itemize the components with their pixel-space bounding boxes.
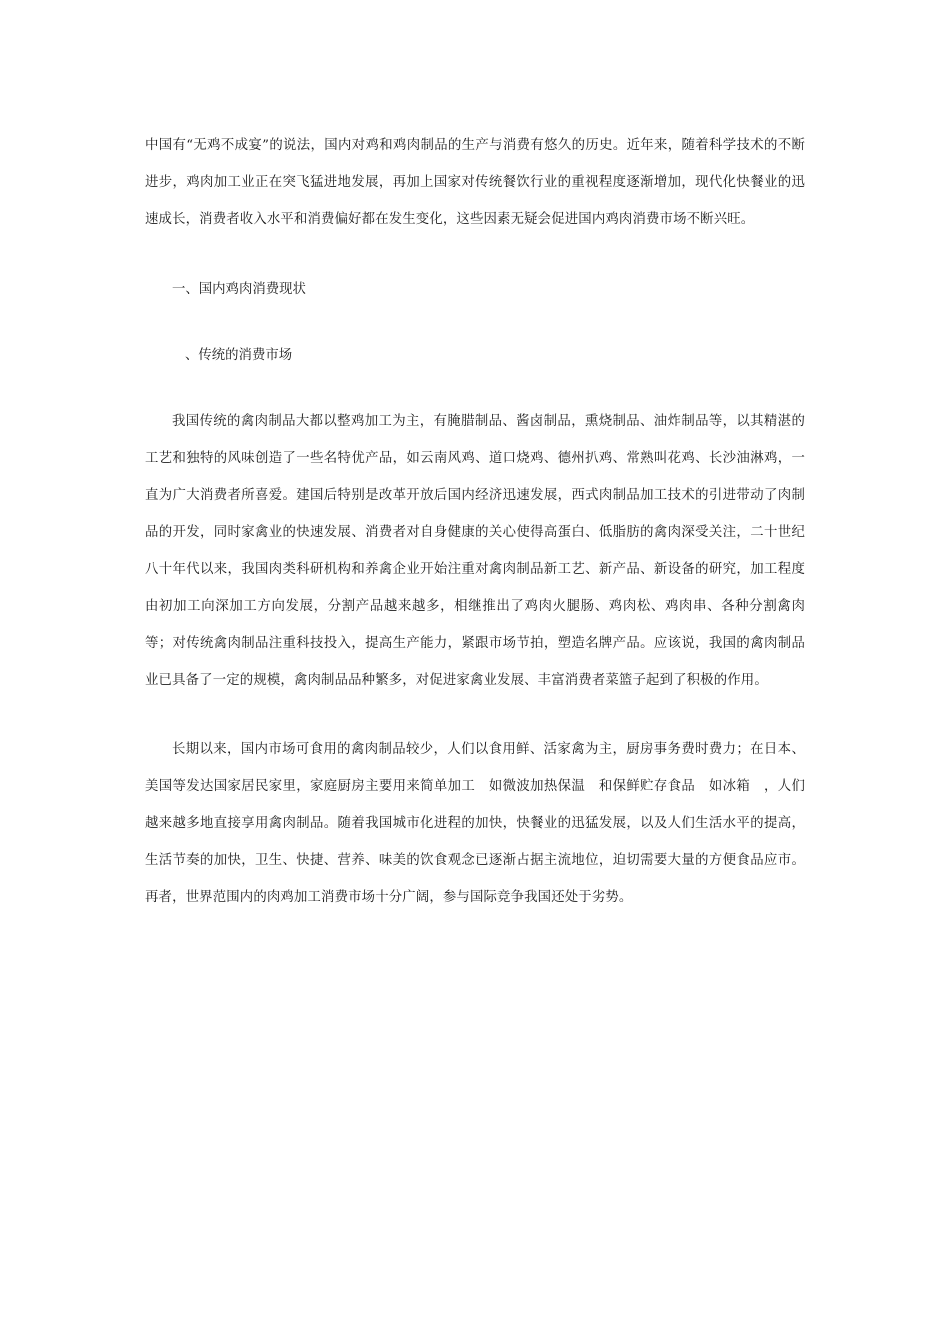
subsection-heading: 、传统的消费市场 xyxy=(185,348,293,363)
spacer xyxy=(145,374,805,403)
spacer xyxy=(145,238,805,271)
body-paragraph-1: 我国传统的禽肉制品大都以整鸡加工为主，有腌腊制品、酱卤制品，熏烧制品、油炸制品等，以其精湛的工艺和独特的风味创造了一些名特优产品，如云南风鸡、道口烧鸡、德州扒鸡、常熟叫花鸡、长沙油淋鸡，一直为广大消费者所喜爱。建国后特别是改革开放后国内经济迅速发展，西式肉制品加工技术的引进带动了肉制品的开发，同时家禽业的快速发展、消费者对自身健康的关心使得高蛋白、低脂肪的禽肉深受关注，二十世纪八十年代以来，我国肉类科研机构和养禽企业开始注重对禽肉制品新工艺、新产品、新设备的研究，加工程度由初加工向深加工方向发展，分割产品越来越多，相继推出了鸡肉火腿肠、鸡肉松、鸡肉串、各种分割禽肉等；对传统禽肉制品注重科技投入，提高生产能力，紧跟市场节拍，塑造名牌产品。应该说，我国的禽肉制品业已具备了一定的规模，禽肉制品品种繁多，对促进家禽业发展、丰富消费者菜篮子起到了积极的作用。 xyxy=(145,414,805,688)
spacer xyxy=(145,699,805,731)
body-paragraph-2: 长期以来，国内市场可食用的禽肉制品较少，人们以食用鲜、活家禽为主，厨房事务费时费力；在日本、美国等发达国家居民家里，家庭厨房主要用来简单加工 如微波加热保温 和保鲜贮存食品 如冰箱 ，人们越来越多地直接享用禽肉制品。随着我国城市化进程的加快，快餐业的迅猛发展，以及人们生活水平的提高，生活节奏的加快，卫生、快捷、营养、味美的饮食观念已逐渐占据主流地位，迫切需要大量的方便食品应市。再者，世界范围内的肉鸡加工消费市场十分广阔，参与国际竞争我国还处于劣势。 xyxy=(145,742,805,905)
document-body xyxy=(145,127,805,916)
section-heading: 一、国内鸡肉消费现状 xyxy=(172,282,306,297)
intro-paragraph: 中国有“无鸡不成宴”的说法，国内对鸡和鸡肉制品的生产与消费有悠久的历史。近年来，随着科学技术的不断进步，鸡肉加工业正在突飞猛进地发展，再加上国家对传统餐饮行业的重视程度逐渐增加，现代化快餐业的迅速成长，消费者收入水平和消费偏好都在发生变化，这些因素无疑会促进国内鸡肉消费市场不断兴旺。 xyxy=(145,138,805,227)
spacer xyxy=(145,308,805,337)
